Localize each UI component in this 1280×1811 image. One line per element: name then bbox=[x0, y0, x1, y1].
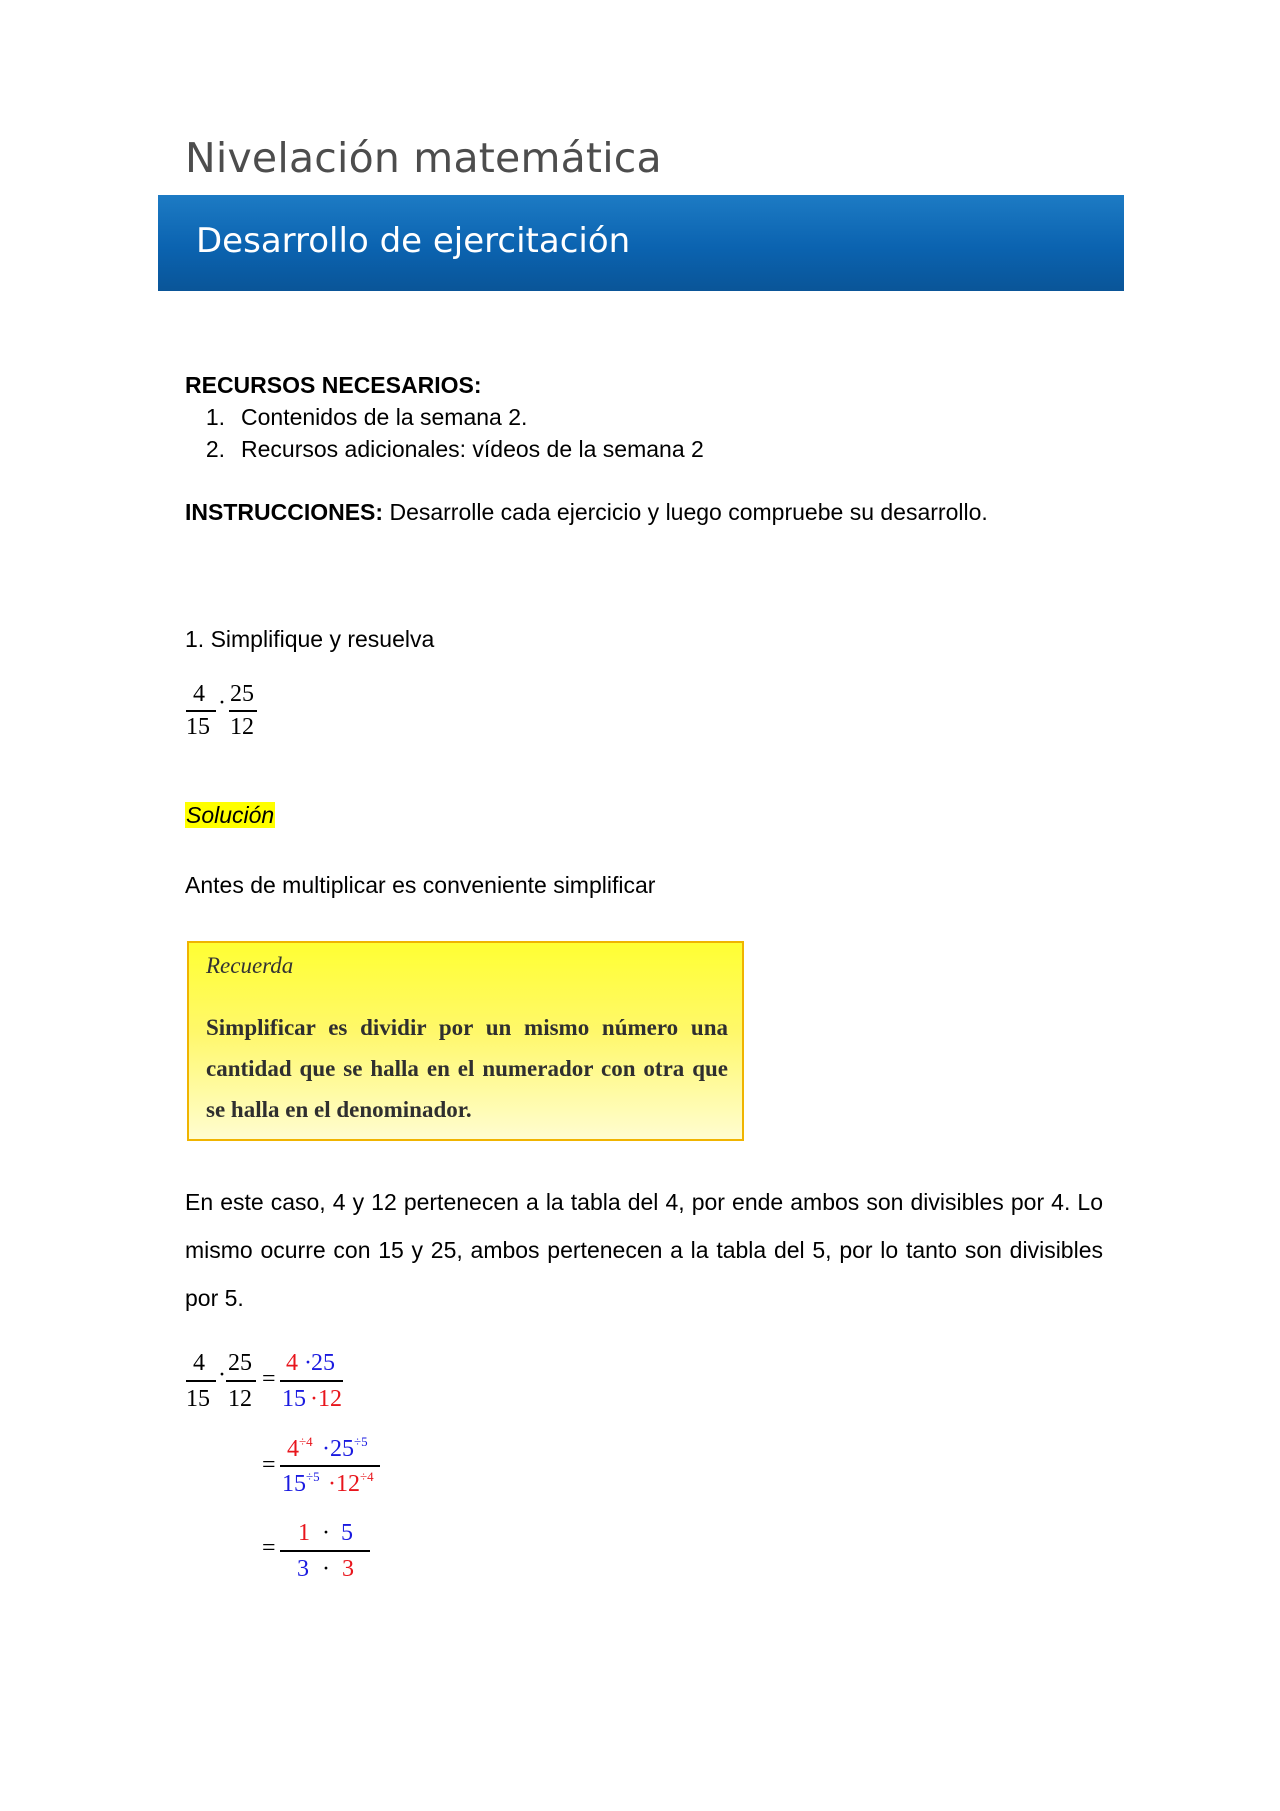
solution-label bbox=[185, 802, 275, 830]
recuerda-box bbox=[187, 941, 744, 1141]
equals-sign: = bbox=[262, 1366, 276, 1392]
fraction-denominator: 15 bbox=[186, 1386, 210, 1412]
recuerda-title: Recuerda bbox=[206, 953, 294, 978]
denominator-term bbox=[282, 1471, 320, 1498]
divisor-mark: ÷4 bbox=[299, 1434, 313, 1449]
fraction-numerator: 4 bbox=[193, 681, 205, 707]
multiply-dot: · bbox=[322, 1436, 330, 1462]
numerator-term: 5 bbox=[341, 1520, 353, 1546]
term-value: 15 bbox=[282, 1471, 306, 1497]
denominator-term: 3 bbox=[342, 1556, 354, 1582]
term-value: 25 bbox=[330, 1436, 354, 1462]
multiply-dot: · bbox=[322, 1520, 330, 1546]
list-text: Recursos adicionales: vídeos de la semana 2 bbox=[241, 436, 704, 462]
denominator-term: 3 bbox=[297, 1556, 309, 1582]
multiply-dot: · bbox=[328, 1471, 336, 1497]
fraction-numerator: 25 bbox=[228, 1350, 252, 1376]
divisor-mark: ÷5 bbox=[354, 1434, 368, 1449]
multiply-dot: · bbox=[310, 1386, 318, 1412]
list-number: 1. bbox=[205, 404, 225, 430]
list-text: Contenidos de la semana 2. bbox=[241, 404, 528, 430]
equals-sign: = bbox=[262, 1452, 276, 1478]
multiply-dot: · bbox=[218, 1362, 226, 1388]
fraction-bar bbox=[186, 1380, 216, 1382]
fraction-denominator: 12 bbox=[230, 714, 254, 740]
fraction-bar bbox=[280, 1380, 343, 1382]
equals-sign: = bbox=[262, 1535, 276, 1561]
divisor-mark: ÷5 bbox=[306, 1469, 320, 1484]
section-banner bbox=[158, 195, 1124, 291]
fraction-bar bbox=[186, 710, 216, 712]
list-number: 2. bbox=[205, 436, 225, 462]
fraction-denominator: 15 bbox=[186, 714, 210, 740]
numerator-term: 1 bbox=[298, 1520, 310, 1546]
recursos-heading: RECURSOS NECESARIOS: bbox=[185, 372, 482, 398]
fraction-denominator: 12 bbox=[228, 1386, 252, 1412]
denominator-term: 15 bbox=[282, 1386, 306, 1412]
list-item bbox=[185, 436, 704, 464]
fraction-bar bbox=[229, 710, 257, 712]
fraction-bar bbox=[226, 1380, 256, 1382]
denominator-term bbox=[328, 1471, 374, 1498]
denominator-term: 12 bbox=[318, 1386, 342, 1412]
solution-intro: Antes de multiplicar es conveniente simplificar bbox=[185, 872, 656, 898]
numerator-term bbox=[287, 1436, 313, 1463]
multiply-dot: · bbox=[304, 1350, 312, 1376]
fraction-numerator: 25 bbox=[230, 681, 254, 707]
multiply-dot: · bbox=[322, 1556, 330, 1582]
fraction-numerator: 4 bbox=[193, 1350, 205, 1376]
numerator-term: 4 bbox=[286, 1350, 298, 1376]
banner-title: Desarrollo de ejercitación bbox=[196, 221, 631, 261]
multiply-dot: · bbox=[218, 690, 226, 716]
instrucciones-text: Desarrolle cada ejercicio y luego compruebe su desarrollo. bbox=[383, 499, 988, 525]
solution-highlight: Solución bbox=[186, 802, 275, 828]
numerator-term: 25 bbox=[311, 1350, 335, 1376]
term-value: 4 bbox=[287, 1436, 299, 1462]
instrucciones bbox=[185, 499, 988, 527]
divisor-mark: ÷4 bbox=[360, 1469, 374, 1484]
numerator-term bbox=[322, 1436, 368, 1463]
instrucciones-label: INSTRUCCIONES: bbox=[185, 499, 384, 525]
explanation-paragraph: En este caso, 4 y 12 pertenecen a la tabla del 4, por ende ambos son divisibles por 4. Lo mismo ocurre con 15 y 25, ambos pertenecen a la tabla del 5, por lo tanto son divisibles por 5. bbox=[185, 1189, 1103, 1311]
fraction-bar bbox=[280, 1465, 380, 1467]
exercise-title: 1. Simplifique y resuelva bbox=[185, 626, 435, 652]
term-value: 12 bbox=[336, 1471, 360, 1497]
fraction-bar bbox=[280, 1550, 370, 1552]
list-item bbox=[185, 404, 527, 432]
document-title: Nivelación matemática bbox=[185, 134, 662, 182]
recuerda-body: Simplificar es dividir por un mismo número una cantidad que se halla en el numerador con otra que se halla en el denominador. bbox=[206, 1015, 728, 1122]
